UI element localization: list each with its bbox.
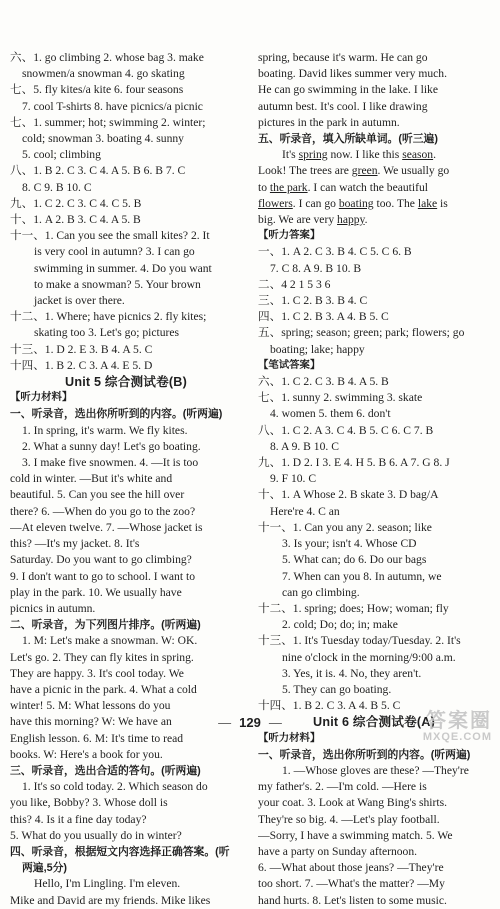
watermark-text: 答案圈 — [426, 710, 492, 732]
text-line: 二、4 2 1 5 3 6 — [258, 277, 331, 291]
text-line: snowmen/a snowman 4. go skating — [22, 67, 185, 81]
bracket-heading: 【听力答案】 — [258, 230, 321, 242]
bracket-heading: 【听力材料】 — [258, 732, 321, 744]
watermark-url: MXQE.COM — [422, 731, 492, 743]
text-line: your coat. 3. Look at Wang Bing's shirts. — [258, 796, 447, 810]
text-line: —Sorry, I have a swimming match. 5. We — [258, 828, 453, 842]
text-line: 十二、1. spring; does; How; woman; fly — [258, 601, 449, 615]
right-column — [258, 50, 490, 909]
watermark-logo — [423, 704, 492, 743]
text-line: skating too 3. Let's go; pictures — [34, 326, 180, 340]
text-line: —At eleven twelve. 7. —Whose jacket is — [10, 520, 203, 534]
text-line: 一、1. A 2. C 3. B 4. C 5. C 6. B — [258, 245, 412, 259]
text-line: hand hurts. 8. Let's listen to some music. — [258, 893, 447, 907]
bracket-heading: 【听力材料】 — [10, 392, 73, 404]
text-line: 6. —What about those jeans? —They're — [258, 861, 444, 875]
text-line: 7. C 8. A 9. B 10. B — [270, 261, 362, 275]
text-line: is very cool in autumn? 3. I can go — [34, 245, 195, 259]
text-line: 十一、1. Can you any 2. season; like — [258, 520, 432, 534]
text-line: 3. Is your; isn't 4. Whose CD — [282, 537, 417, 551]
text-line: Mike and David are my friends. Mike likes — [10, 893, 211, 907]
unit-title: Unit 5 综合测试卷(B) — [65, 375, 187, 390]
text-line: beautiful. 5. Can you see the hill over — [10, 488, 185, 502]
text-line: winter! 5. M: What lessons do you — [10, 699, 171, 713]
text-line: They're so big. 4. —Let's play football. — [258, 812, 440, 826]
text-line: 八、1. C 2. A 3. C 4. B 5. C 6. C 7. B — [258, 423, 434, 437]
text-line: 3. I make five snowmen. 4. —It is too — [22, 456, 199, 470]
bracket-heading: 【笔试答案】 — [258, 359, 321, 371]
text-line: 十一、1. Can you see the small kites? 2. It — [10, 229, 210, 243]
text-line: cold in winter. —But it's white and — [10, 472, 173, 486]
text-line: you like, Bobby? 3. Whose doll is — [10, 796, 168, 810]
text-line: 十二、1. Where; have picnics 2. fly kites; — [10, 310, 207, 324]
text-line: there? 6. —When do you go to the zoo? — [10, 504, 196, 518]
text-line: 六、1. C 2. C 3. B 4. A 5. B — [258, 375, 389, 389]
text-line: 七、5. fly kites/a kite 6. four seasons — [10, 83, 184, 97]
text-line: 7. When can you 8. In autumn, we — [282, 569, 442, 583]
text-line: 九、1. D 2. I 3. E 4. H 5. B 6. A 7. G 8. J — [258, 456, 450, 470]
text-line: 5. What do you usually do in winter? — [10, 828, 182, 842]
text-line: 七、1. sunny 2. swimming 3. skate — [258, 391, 423, 405]
text-line: too short. 7. —What's the matter? —My — [258, 877, 445, 891]
text-line: autumn best. It's cool. I like drawing — [258, 99, 428, 113]
page-number: 129 — [239, 715, 261, 730]
text-line: my father's. 2. —I'm cold. —Here is — [258, 780, 427, 794]
text-line: cold; snowman 3. boating 4. sunny — [22, 132, 184, 146]
text-line: swimming in summer. 4. Do you want — [34, 261, 212, 275]
section-heading: 三、听录音，选出合适的答句。(听两遍) — [10, 764, 201, 777]
text-line: have a party on Sunday afternoon. — [258, 844, 418, 858]
text-line: 5. What can; do 6. Do our bags — [282, 553, 427, 567]
section-heading: 一、听录音，选出你所听到的内容。(听两遍) — [258, 748, 471, 761]
text-line: 十、1. A Whose 2. B skate 3. D bag/A — [258, 488, 439, 502]
text-line: 9. I don't want to go to school. I want to — [10, 569, 195, 583]
text-line: 4. women 5. them 6. don't — [270, 407, 391, 421]
text-line: He can go swimming in the lake. I like — [258, 83, 438, 97]
text-line: 2. What a sunny day! Let's go boating. — [22, 439, 201, 453]
text-line: 9. F 10. C — [270, 472, 317, 486]
text-line: 十四、1. B 2. C 3. A 4. B 5. C — [258, 699, 401, 713]
text-line: have this morning? W: We have an — [10, 715, 172, 729]
text-line: books. W: Here's a book for you. — [10, 747, 163, 761]
text-line: boating. David likes summer very much. — [258, 67, 448, 81]
text-line: They are happy. 3. It's cool today. We — [10, 666, 184, 680]
text-line: to make a snowman? 5. Your brown — [34, 277, 201, 291]
text-line: 六、1. go climbing 2. whose bag 3. make — [10, 51, 204, 64]
text-line: 十三、1. It's Tuesday today/Tuesday. 2. It's — [258, 634, 461, 648]
text-line: big. We are very happy. — [258, 213, 368, 227]
text-line: Let's go. 2. They can fly kites in spring. — [10, 650, 194, 664]
text-line: boating; lake; happy — [270, 342, 365, 356]
text-line: 五、spring; season; green; park; flowers; go — [258, 326, 465, 340]
section-heading: 两遍,5分) — [22, 862, 67, 875]
text-line: can go climbing. — [282, 585, 360, 599]
left-column — [10, 50, 242, 909]
text-line: 四、1. C 2. B 3. A 4. B 5. C — [258, 310, 389, 324]
text-line: 5. cool; climbing — [22, 148, 101, 162]
text-line: 5. They can go boating. — [282, 682, 392, 696]
text-line: 3. Yes, it is. 4. No, they aren't. — [282, 666, 422, 680]
text-line: 1. M: Let's make a snowman. W: OK. — [22, 634, 198, 648]
text-line: It's spring now. I like this season. — [282, 148, 437, 162]
text-line: 十四、1. B 2. C 3. A 4. E 5. D — [10, 358, 153, 372]
text-line: 十三、1. D 2. E 3. B 4. A 5. C — [10, 342, 153, 356]
page-number-footer: — 129 — — [218, 715, 282, 730]
text-line: Here're 4. C an — [270, 504, 340, 518]
text-line: this? —It's my jacket. 8. It's — [10, 537, 140, 551]
text-line: pictures in the park in autumn. — [258, 115, 400, 129]
section-heading: 五、听录音，填入所缺单词。(听三遍) — [258, 133, 438, 146]
text-line: picnics in autumn. — [10, 601, 96, 615]
text-line: 7. cool T-shirts 8. have picnics/a picnic — [22, 99, 203, 113]
text-line: jacket is over there. — [34, 294, 125, 308]
text-line: Saturday. Do you want to go climbing? — [10, 553, 192, 567]
text-line: have a picnic in the park. 4. What a cold — [10, 682, 197, 696]
text-line: flowers. I can go boating too. The lake is — [258, 196, 448, 210]
text-line: 九、1. C 2. C 3. C 4. C 5. B — [10, 196, 142, 210]
text-line: nine o'clock in the morning/9:00 a.m. — [282, 650, 456, 664]
section-heading: 二、听录音，为下列图片排序。(听两遍) — [10, 619, 201, 632]
text-line: English lesson. 6. M: It's time to read — [10, 731, 184, 745]
text-line: 1. —Whose gloves are these? —They're — [282, 763, 469, 777]
text-line: 八、1. B 2. C 3. C 4. A 5. B 6. B 7. C — [10, 164, 186, 178]
unit-title: Unit 6 综合测试卷(A) — [313, 715, 435, 730]
text-line: to the park. I can watch the beautiful — [258, 180, 428, 194]
text-line: Hello, I'm Lingling. I'm eleven. — [34, 877, 181, 891]
section-heading: 一、听录音，选出你所听到的内容。(听两遍) — [10, 408, 223, 421]
text-line: 8. C 9. B 10. C — [22, 180, 92, 194]
text-line: spring, because it's warm. He can go — [258, 51, 428, 64]
text-line: 十、1. A 2. B 3. C 4. A 5. B — [10, 213, 141, 227]
text-line: 2. cold; Do; do; in; make — [282, 618, 398, 632]
text-line: 8. A 9. B 10. C — [270, 439, 339, 453]
text-line: 三、1. C 2. B 3. B 4. C — [258, 294, 368, 308]
text-line: this? 4. Is it a fine day today? — [10, 812, 147, 826]
text-line: 1. It's so cold today. 2. Which season do — [22, 780, 208, 794]
text-line: play in the park. 10. We usually have — [10, 585, 182, 599]
text-line: Look! The trees are green. We usually go — [258, 164, 450, 178]
section-heading: 四、听录音，根据短文内容选择正确答案。(听 — [10, 845, 230, 858]
text-line: 1. In spring, it's warm. We fly kites. — [22, 423, 188, 437]
text-line: 七、1. summer; hot; swimming 2. winter; — [10, 115, 206, 129]
